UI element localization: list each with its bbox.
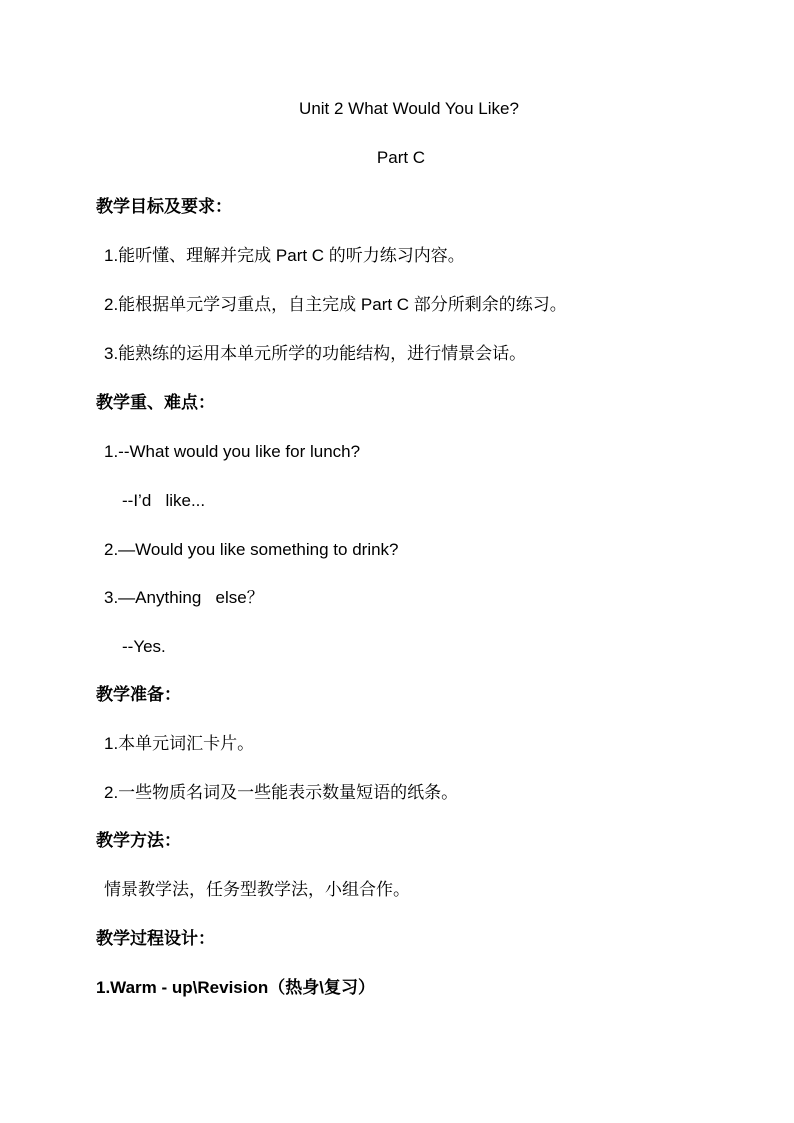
preparation-item-2: 2.一些物质名词及一些能表示数量短语的纸条。 — [104, 783, 459, 802]
objectives-heading: 教学目标及要求： — [96, 197, 232, 216]
methods-heading: 教学方法： — [96, 831, 181, 850]
objective-item-2: 2.能根据单元学习重点，自主完成 Part C 部分所剩余的练习。 — [104, 295, 567, 314]
key-points-heading: 教学重、难点： — [96, 393, 215, 412]
objective-item-3: 3.能熟练的运用本单元所学的功能结构，进行情景会话。 — [104, 344, 527, 363]
preparation-item-1: 1.本单元词汇卡片。 — [104, 734, 255, 753]
process-heading: 教学过程设计： — [96, 929, 215, 948]
process-step-1: 1.Warm - up\Revision（热身\复习） — [96, 978, 375, 997]
key-point-item-3: 3.—Anything else？ — [104, 588, 264, 607]
key-point-response-3: --Yes. — [122, 637, 166, 656]
preparation-heading: 教学准备： — [96, 685, 181, 704]
key-point-item-2: 2.—Would you like something to drink? — [104, 540, 399, 559]
key-point-response-1: --I’d like... — [122, 491, 206, 510]
key-point-item-1: 1.--What would you like for lunch? — [104, 442, 361, 461]
objective-item-1: 1.能听懂、理解并完成 Part C 的听力练习内容。 — [104, 246, 465, 265]
document-title: Unit 2 What Would You Like? — [299, 99, 519, 118]
document-subtitle: Part C — [376, 148, 426, 167]
methods-text: 情景教学法，任务型教学法，小组合作。 — [104, 880, 410, 899]
